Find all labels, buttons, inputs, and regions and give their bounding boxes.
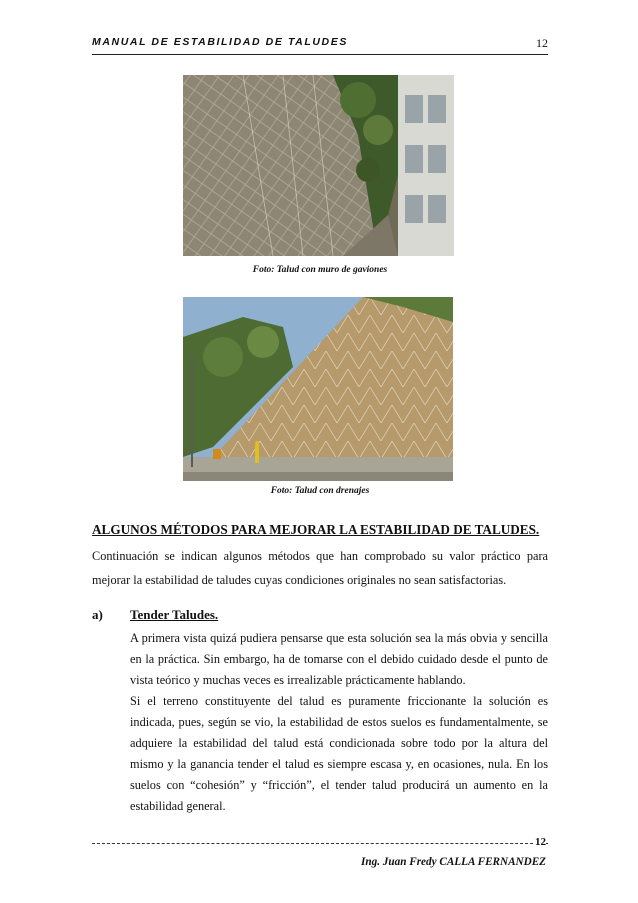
section-title: ALGUNOS MÉTODOS PARA MEJORAR LA ESTABILIDAD DE TALUDES.	[92, 522, 540, 537]
figure-caption: Foto: Talud con drenajes	[270, 486, 370, 496]
intro-paragraph: Continuación se indican algunos métodos que han comprobado su valor práctico para mejorar la estabilidad de taludes cuyas condiciones originales no sean satisfactorias.	[92, 549, 548, 587]
footer-author: Ing. Juan Fredy CALLA FERNANDEZ	[361, 856, 546, 868]
footer-divider	[92, 843, 548, 844]
item-paragraph: Si el terreno constituyente del talud es puramente friccionante la solución es indicada, pues, según se vio, la estabilidad de estos suelos es fundamentalmente, se adquiere la estabilidad del talud está condicionada sobre todo por la altura del mismo y la ganancia tender el talud es siempre escasa y, en ocasiones, nula. En los suelos con “cohesión” y “fricción”, el tender talud producirá un aumento en la estabilidad general.	[130, 694, 548, 813]
item-title: Tender Taludes.	[130, 607, 219, 622]
page-header	[92, 36, 548, 55]
item-label: a)	[92, 607, 103, 622]
footer-page-marker: 12	[535, 836, 546, 848]
figure-caption: Foto: Talud con muro de gaviones	[252, 265, 388, 275]
photo-slope-drainage	[183, 297, 453, 481]
item-body	[130, 628, 548, 817]
header-title: MANUAL DE ESTABILIDAD DE TALUDES	[92, 36, 348, 48]
item-paragraph: A primera vista quizá pudiera pensarse que esta solución sea la más obvia y sencilla en la práctica. Sin embargo, ha de tomarse con el debido cuidado desde el punto de vista teórico y muchas veces es irrealizable prácticamente hablando.	[130, 631, 548, 687]
header-page-number: 12	[536, 36, 548, 50]
photo-gabion-wall	[183, 75, 454, 256]
